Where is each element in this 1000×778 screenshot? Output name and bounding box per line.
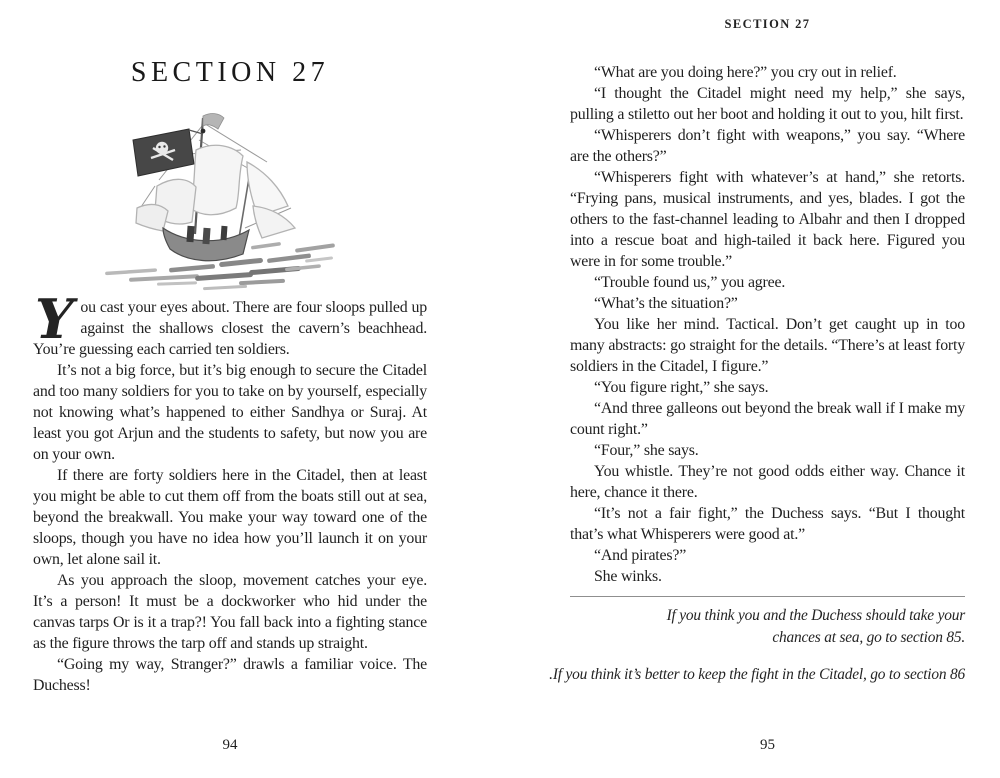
paragraph: “Four,” she says. <box>594 442 699 459</box>
section-divider <box>570 596 965 597</box>
choice-option-citadel: If you think it’s better to keep the fight in the Citadel, go to section 86. <box>549 666 965 683</box>
right-page <box>549 0 965 778</box>
paragraph: “What’s the situation?” <box>594 295 738 312</box>
running-header: SECTION 27 <box>724 17 811 31</box>
right-page-body <box>549 62 965 686</box>
paragraph: You like her mind. Tactical. Don’t get caught up in too many abstracts: go straight for the details. “There’s at least forty soldiers in the Citadel, I figure.” <box>570 316 965 375</box>
paragraph: If there are forty soldiers here in the Citadel, then at least you might be able to cut them off from the boats still out at sea, beyond the breakwall. You make your way toward one of the sloops, though you have no idea how you’ll launch it on your own, let alone sail it. <box>33 467 427 568</box>
paragraph: You whistle. They’re not good odds either way. Chance it here, chance it there. <box>570 463 965 501</box>
paragraph: “Trouble found us,” you agree. <box>594 274 786 291</box>
paragraph-text: ou cast your eyes about. There are four sloops pulled up against the shallows closest the cavern’s beachhead. You’re guessing each carried ten soldiers. <box>33 299 427 358</box>
paragraph: “Whisperers don’t fight with weapons,” you say. “Where are the others?” <box>570 127 965 165</box>
paragraph: It’s not a big force, but it’s big enough to secure the Citadel and too many soldiers for you to take on by yourself, especially not knowing what’s happened to either Sandhya or Suraj. At least you got Arjun and the students to safety, but now you are on your own. <box>33 362 427 463</box>
left-page <box>33 0 427 778</box>
page-number-left: 94 <box>222 737 238 753</box>
paragraph: As you approach the sloop, movement catches your eye. It’s a person! It must be a dockworker who hid under the canvas tarps Or is it a trap?! You fall back into a fighting stance as the figure throws the tarp off and stands up straight. <box>33 572 427 652</box>
paragraph: She winks. <box>594 568 662 585</box>
page-number-right: 95 <box>760 737 775 753</box>
paragraph: “I thought the Citadel might need my help,” she says, pulling a stiletto out her boot and holding it out to you, hilt first. <box>570 85 965 123</box>
paragraph: “Going my way, Stranger?” drawls a familiar voice. The Duchess! <box>33 656 427 694</box>
paragraph: “What are you doing here?” you cry out in relief. <box>594 64 897 81</box>
paragraph: “And pirates?” <box>594 547 687 564</box>
paragraph: “And three galleons out beyond the break wall if I make my count right.” <box>570 400 965 438</box>
paragraph <box>33 287 427 360</box>
drop-cap: Y <box>35 287 74 351</box>
section-title: SECTION 27 <box>130 57 330 88</box>
left-page-body <box>33 287 427 696</box>
paragraph: “It’s not a fair fight,” the Duchess says. “But I thought that’s what Whisperers were good at.” <box>570 505 965 543</box>
pirate-ship-icon <box>99 110 339 294</box>
paragraph: “Whisperers fight with whatever’s at hand,” she retorts. “Frying pans, musical instruments, and yes, blades. I got the others to the fast-channel leading to Albahr and then I dropped into a rescue boat and high-tailed it back here. Figured you were in for some trouble.” <box>570 169 965 270</box>
choice-option-sea: If you think you and the Duchess should take your chances at sea, go to section 85. <box>666 607 965 646</box>
pirate-ship-illustration <box>99 110 339 294</box>
paragraph: “You figure right,” she says. <box>594 379 769 396</box>
